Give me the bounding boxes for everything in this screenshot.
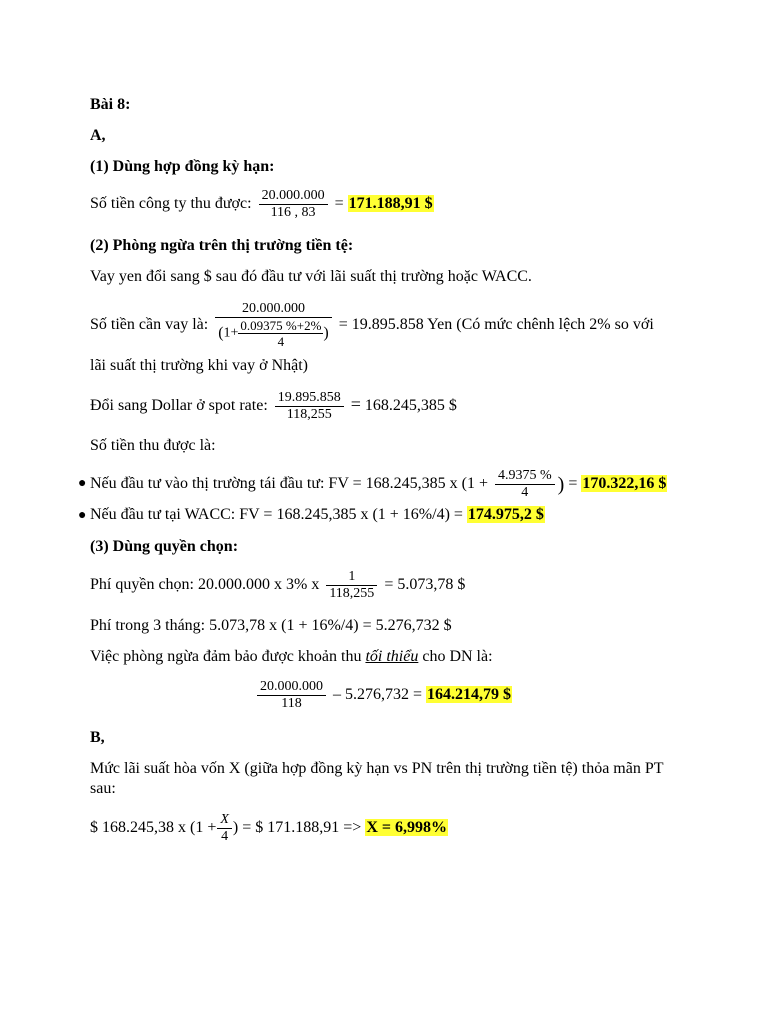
option-fee-line [90,566,465,604]
option-fee-numerator: 1 [326,569,377,586]
final-denominator: 118 [281,695,302,711]
borrow-inner-denominator: 4 [277,334,285,350]
forward-label: Số tiền công ty thu được: [90,195,252,212]
receive-label: Số tiền thu được là: [90,437,216,454]
final-fraction [257,679,326,712]
bullet-2-result: 174.975,2 $ [467,506,544,523]
forward-contract-line [90,186,434,222]
breakeven-eq-post: ) = $ 171.188,91 => [232,819,362,836]
convert-fraction [275,390,344,423]
bullet-1-denominator: 4 [521,484,529,500]
breakeven-text-1: Mức lãi suất hòa vốn X (giữa hợp đồng kỳ hạn vs PN trên thị trường tiền tệ) thỏa mãn PT [90,760,664,777]
final-result: 164.214,79 $ [427,686,512,703]
borrow-label: Số tiền cần vay là: [90,316,209,333]
borrow-fraction [215,301,332,349]
exercise-title: Bài 8: [90,96,131,113]
part-a-label: A, [90,127,106,144]
convert-line [90,386,457,424]
section-2-heading: (2) Phòng ngừa trên thị trường tiền tệ: [90,237,354,254]
forward-fraction [259,188,328,221]
borrow-den-prefix: 1+ [223,326,239,342]
final-equation [254,676,512,714]
forward-result: 171.188,91 $ [348,195,433,212]
assure-post: cho DN là: [422,648,493,665]
section-1-heading: (1) Dùng hợp đồng kỳ hạn: [90,158,275,175]
option-fee-denominator: 118,255 [329,585,375,601]
borrow-denominator: (1+ $\frac{0.09375 \%+2\%}{4}$ ) [218,318,329,350]
bullet-1-fraction [495,468,555,501]
bullet-1-text: Nếu đầu tư vào thị trường tái đầu tư: FV = 168.245,385 x (1 + [90,475,488,492]
bullet-1-numerator: 4.9375 % [495,468,555,485]
section-3-heading: (3) Dùng quyền chọn: [90,538,239,555]
breakeven-answer: X = 6,998% [366,819,447,836]
bullet-2-marker: ● [78,508,87,523]
bullet-2-line [90,505,545,525]
bullet-1-close-paren: ) [557,473,565,496]
money-market-intro: Vay yen đổi sang $ sau đó đầu tư với lãi suất thị trường hoặc WACC. [90,268,532,285]
borrow-numerator: 20.000.000 [215,301,332,318]
bullet-1-result: 170.322,16 $ [582,475,667,492]
convert-result: 168.245,385 $ [364,397,457,414]
breakeven-equation [90,808,448,848]
bullet-1-line [90,466,667,502]
borrow-inner-numerator: 0.09375 %+2% [240,318,322,334]
forward-numerator: 20.000.000 [259,188,328,205]
breakeven-numerator: X [217,812,232,829]
breakeven-denominator: 4 [221,828,229,844]
final-numerator: 20.000.000 [257,679,326,696]
convert-label: Đổi sang Dollar ở spot rate: [90,397,268,414]
option-fee-label: Phí quyền chọn: 20.000.000 x 3% x [90,576,320,593]
bullet-1-marker: ● [78,476,87,491]
breakeven-fraction [217,812,232,845]
forward-equals: = [334,195,344,212]
breakeven-eq-pre: $ 168.245,38 x (1 + [90,819,217,836]
fee-3-months: Phí trong 3 tháng: 5.073,78 x (1 + 16%/4) = 5.276,732 $ [90,617,452,634]
assure-emphasis: tối thiểu [365,648,419,665]
borrow-result-continued: lãi suất thị trường khi vay ở Nhật) [90,357,308,374]
option-fee-result: = 5.073,78 $ [384,576,466,593]
convert-equals: = [350,394,361,414]
final-mid: – 5.276,732 = [333,686,423,703]
bullet-1-equals: = [568,475,578,492]
convert-denominator: 118,255 [286,406,332,422]
bullet-2-text: Nếu đầu tư tại WACC: FV = 168.245,385 x (1 + 16%/4) = [90,506,463,523]
breakeven-text-2: sau: [90,780,116,797]
borrow-inner-fraction [238,318,323,349]
assure-line [90,647,493,667]
assure-pre: Việc phòng ngừa đảm bảo được khoản thu [90,648,362,665]
borrow-result: = 19.895.858 Yen (Có mức chênh lệch 2% so với [338,316,654,333]
option-fee-fraction [326,569,377,602]
convert-numerator: 19.895.858 [275,390,344,407]
part-b-label: B, [90,729,105,746]
forward-denominator: 116 , 83 [270,204,316,220]
borrow-amount-line [90,296,654,354]
